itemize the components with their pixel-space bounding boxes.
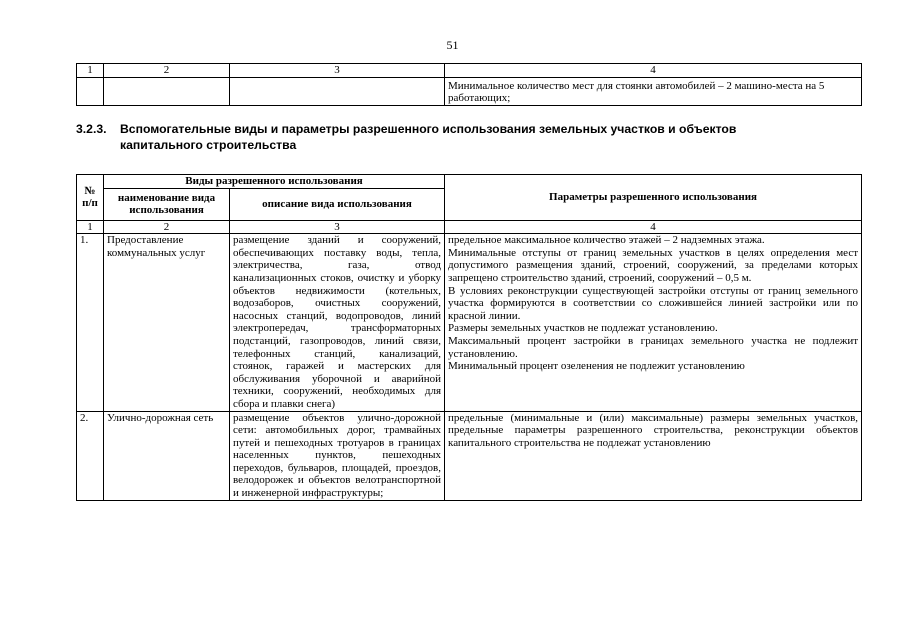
- parameter-text: предельное максимальное количество этажей – 2 надземных этажа.: [448, 234, 765, 247]
- column-number: 1: [77, 64, 104, 78]
- parameter-text: Размеры земельных участков не подлежат установлению.: [448, 322, 718, 335]
- continued-table: [76, 63, 862, 106]
- column-number: 1: [77, 220, 104, 234]
- column-number: 4: [445, 64, 862, 78]
- row-number: 2.: [77, 411, 104, 500]
- parameter-text: Минимальный процент озеленения не подлежит установлению: [448, 360, 745, 373]
- parameter-text: Максимальный процент застройки в границах земельного участка не подлежит установлению.: [448, 334, 859, 360]
- section-number: 3.2.3.: [76, 122, 107, 136]
- use-description: размещение зданий и сооружений, обеспечивающих поставку воды, тепла, электричества, газа, отвод канализационных стоков, очистку и уборку объектов недвижимости (котельных, водозаборов, очистных сооружений, насосных станций, водопроводов, линий электропередач, трансформаторных подстанций, газопроводов, линий связи, телефонных станций, канализаций, стоянок, гаражей и мастерских для обслуживания уборочной и аварийной техники, сооружений, необходимых для сбора и плавки снега): [230, 234, 445, 411]
- parking-requirement-cell: Минимальное количество мест для стоянки автомобилей – 2 машино-места на 5 работающих;: [445, 77, 862, 105]
- page-number: 51: [446, 38, 459, 52]
- use-name: Предоставление коммунальных услуг: [104, 234, 230, 411]
- column-number: 4: [445, 220, 862, 234]
- column-number: 2: [104, 64, 230, 78]
- header-description: описание вида использования: [230, 188, 445, 220]
- header-name: наименование вида использования: [104, 188, 230, 220]
- column-numbers-row: [77, 220, 862, 234]
- header-kinds: Виды разрешенного использования: [104, 175, 445, 189]
- parameter-text: Минимальные отступы от границ земельных участков в целях определения мест допустимого размещения зданий, строений, сооружений, за пределами которых запрещено строительство зданий, строений, сооружений – 0,5 м.: [448, 246, 859, 284]
- parameter-text: В условиях реконструкции существующей застройки отступы от границ земельного участка формируются в соответствии со сложившейся линией застройки или по красной линии.: [448, 284, 859, 322]
- use-description: размещение объектов улично-дорожной сети: автомобильных дорог, трамвайных путей и пешеходных тротуаров в границах населенных пунктов, пешеходных переходов, бульваров, площадей, проездов, велодорожек и объектов велотранспортной и инженерной инфраструктуры;: [230, 411, 445, 500]
- header-params: Параметры разрешенного использования: [445, 175, 862, 221]
- table-row: [77, 234, 862, 411]
- header-row: [77, 175, 862, 189]
- table-row: [77, 411, 862, 500]
- header-num: № п/п: [77, 175, 104, 221]
- use-name: Улично-дорожная сеть: [104, 411, 230, 500]
- column-number: 3: [230, 220, 445, 234]
- column-number: 3: [230, 64, 445, 78]
- use-parameters: [445, 234, 862, 411]
- row-number: 1.: [77, 234, 104, 411]
- table-cell: [77, 77, 104, 105]
- table-column-numbers-row: [77, 64, 862, 78]
- use-parameters: [445, 411, 862, 500]
- section-title-line1: Вспомогательные виды и параметры разрешенного использования земельных участков и объектов: [120, 122, 737, 136]
- table-cell: [104, 77, 230, 105]
- section-title-line2: капитального строительства: [120, 137, 297, 152]
- parameter-text: предельные (минимальные и (или) максимальные) размеры земельных участков, предельные параметры разрешенного строительства, реконструкции объектов капитального строительства не подлежат установлению: [448, 411, 859, 449]
- permitted-use-table: [76, 174, 862, 501]
- section-heading: [76, 122, 866, 153]
- column-number: 2: [104, 220, 230, 234]
- table-row: [77, 77, 862, 105]
- table-cell: [230, 77, 445, 105]
